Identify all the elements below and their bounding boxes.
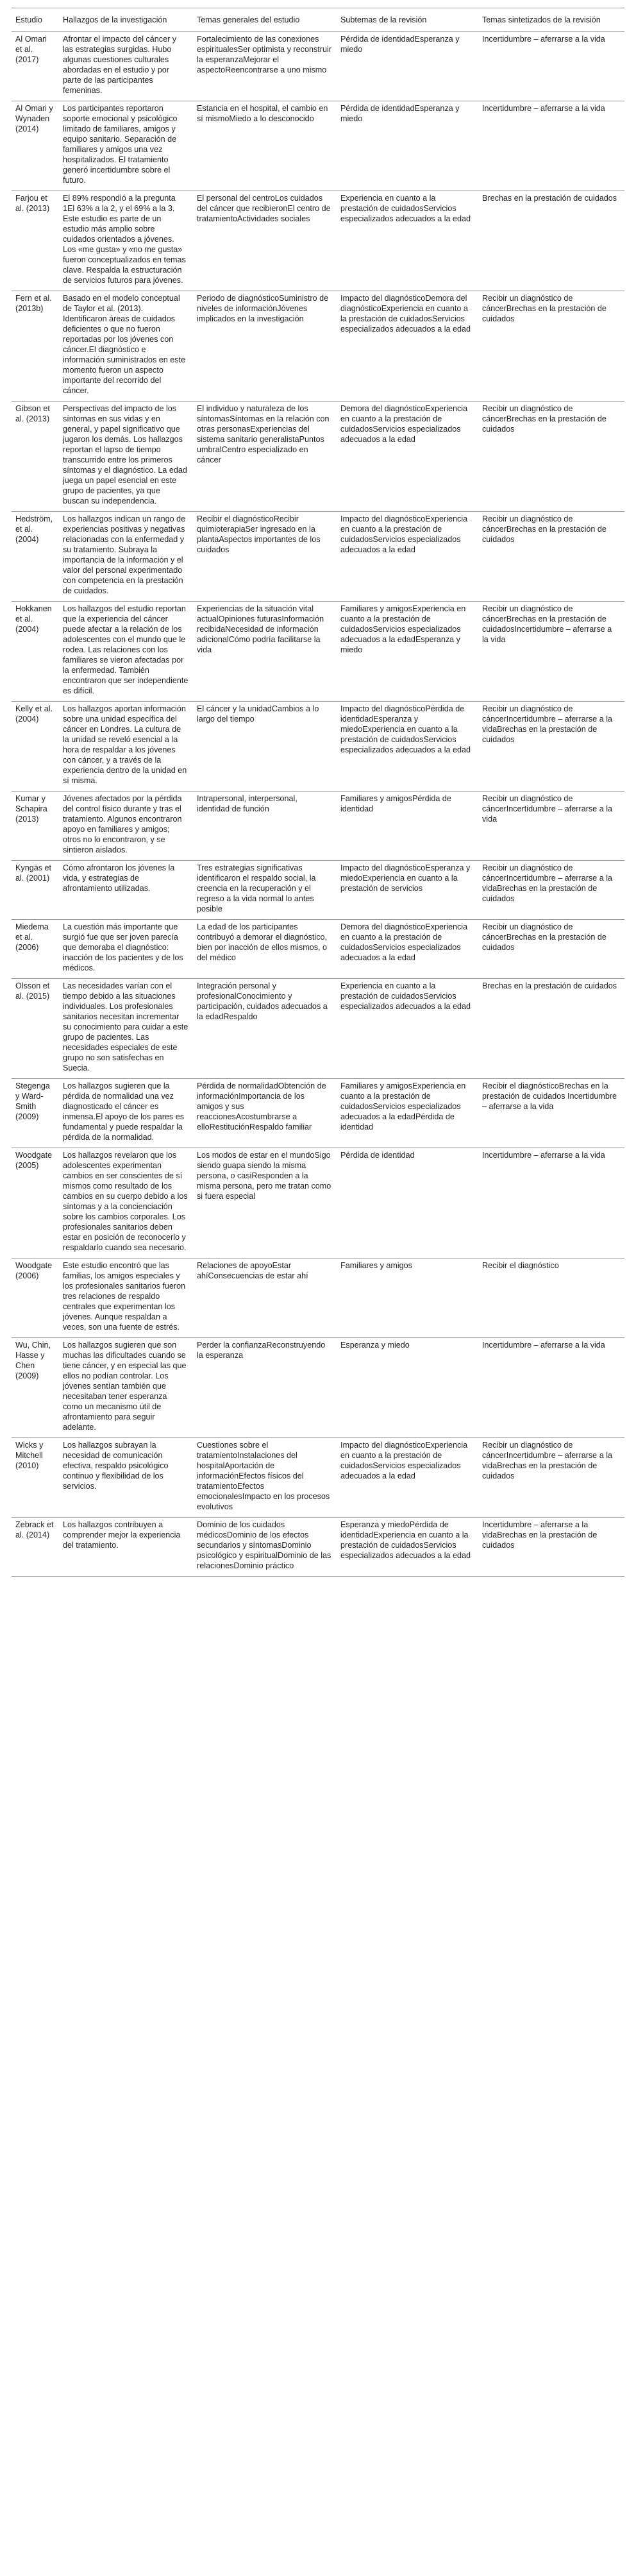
- cell-subthemes: Esperanza y miedo: [337, 1338, 478, 1438]
- table-row: [12, 1438, 624, 1518]
- cell-themes: Estancia en el hospital, el cambio en sí mismoMiedo a lo desconocido: [193, 101, 337, 191]
- cell-themes: Perder la confianzaReconstruyendo la esperanza: [193, 1338, 337, 1438]
- table-row: [12, 1258, 624, 1338]
- cell-themes: Pérdida de normalidadObtención de informaciónImportancia de los amigos y sus reaccionesAcostumbrarse a elloRestituciónRespaldo familiar: [193, 1079, 337, 1148]
- table-row: [12, 702, 624, 792]
- header-themes: Temas generales del estudio: [193, 8, 337, 32]
- cell-synthesized: Recibir un diagnóstico de cáncerBrechas en la prestación de cuidados: [478, 920, 624, 979]
- table-row: [12, 1079, 624, 1148]
- cell-subthemes: Impacto del diagnósticoDemora del diagnósticoExperiencia en cuanto a la prestación de cuidadosServicios especializados adecuados a la edad: [337, 291, 478, 402]
- cell-subthemes: Impacto del diagnósticoPérdida de identidadEsperanza y miedoExperiencia en cuanto a la prestación de cuidadosServicios especializados adecuados a la edad: [337, 702, 478, 792]
- cell-study: Miedema et al. (2006): [12, 920, 59, 979]
- cell-findings: Afrontar el impacto del cáncer y las estrategias surgidas. Hubo algunas cuestiones culturales abordadas en el estudio y por parte de las participantes femeninas.: [59, 32, 193, 101]
- cell-study: Woodgate (2005): [12, 1148, 59, 1258]
- cell-subthemes: Familiares y amigosExperiencia en cuanto a la prestación de cuidadosServicios especializados adecuados a la edadPérdida de identidad: [337, 1079, 478, 1148]
- table-row: [12, 792, 624, 861]
- cell-study: Al Omari y Wynaden (2014): [12, 101, 59, 191]
- cell-findings: Basado en el modelo conceptual de Taylor et al. (2013). Identificaron áreas de cuidados deficientes o que no fueron reportadas por los jóvenes con cáncer.El diagnóstico e información suministrados en este momento fueron un aspecto importante del recorrido del cáncer.: [59, 291, 193, 402]
- cell-findings: Las necesidades varían con el tiempo debido a las situaciones individuales. Los profesionales sanitarios necesitan incrementar su conocimiento para cuidar a este grupo de pacientes. Las necesidades especiales de este grupo no son satisfechas en Suecia.: [59, 979, 193, 1079]
- cell-study: Olsson et al. (2015): [12, 979, 59, 1079]
- table-row: [12, 512, 624, 602]
- cell-themes: El personal del centroLos cuidados del cáncer que recibieronEl centro de tratamientoActividades sociales: [193, 191, 337, 291]
- cell-findings: Los hallazgos indican un rango de experiencias positivas y negativas relacionadas con la enfermedad y su tratamiento. Subraya la importancia de la información y el valor del personal experimentado con competencia en la prestación de cuidados.: [59, 512, 193, 602]
- cell-subthemes: Familiares y amigosExperiencia en cuanto a la prestación de cuidadosServicios especializados adecuados a la edadEsperanza y miedo: [337, 602, 478, 702]
- cell-themes: Cuestiones sobre el tratamientoInstalaciones del hospitalAportación de informaciónEfectos físicos del tratamientoEfectos emocionalesImpacto en los procesos evolutivos: [193, 1438, 337, 1518]
- cell-synthesized: Brechas en la prestación de cuidados: [478, 191, 624, 291]
- table-row: [12, 861, 624, 920]
- cell-synthesized: Incertidumbre – aferrarse a la vidaBrechas en la prestación de cuidados: [478, 1518, 624, 1577]
- cell-themes: Recibir el diagnósticoRecibir quimioterapiaSer ingresado en la plantaAspectos importantes de los cuidados: [193, 512, 337, 602]
- cell-themes: Tres estrategias significativas identificaron el respaldo social, la creencia en la recuperación y el regreso a la vida normal lo antes posible: [193, 861, 337, 920]
- cell-synthesized: Incertidumbre – aferrarse a la vida: [478, 1338, 624, 1438]
- cell-study: Kumar y Schapira (2013): [12, 792, 59, 861]
- cell-study: Hokkanen et al. (2004): [12, 602, 59, 702]
- table-row: [12, 1148, 624, 1258]
- table-row: [12, 291, 624, 402]
- cell-findings: Cómo afrontaron los jóvenes la vida, y estrategias de afrontamiento utilizadas.: [59, 861, 193, 920]
- cell-study: Wu, Chin, Hasse y Chen (2009): [12, 1338, 59, 1438]
- review-table: [12, 8, 624, 1577]
- table-row: [12, 920, 624, 979]
- table-row: [12, 32, 624, 101]
- cell-subthemes: Experiencia en cuanto a la prestación de cuidadosServicios especializados adecuados a la edad: [337, 979, 478, 1079]
- cell-synthesized: Recibir un diagnóstico de cáncerIncertidumbre – aferrarse a la vidaBrechas en la prestación de cuidados: [478, 1438, 624, 1518]
- cell-subthemes: Pérdida de identidadEsperanza y miedo: [337, 101, 478, 191]
- cell-themes: Experiencias de la situación vital actualOpiniones futurasInformación recibidaNecesidad de información adicionalCómo podría facilitarse la vida: [193, 602, 337, 702]
- table-row: [12, 101, 624, 191]
- cell-themes: Fortalecimiento de las conexiones espiritualesSer optimista y reconstruir la esperanzaMejorar el aspectoReencontrarse a uno mismo: [193, 32, 337, 101]
- cell-themes: El individuo y naturaleza de los síntomasSíntomas en la relación con otras personasExperiencias del sistema sanitario generalistaPuntos umbralCentro especializado en cáncer: [193, 402, 337, 512]
- cell-themes: La edad de los participantes contribuyó a demorar el diagnóstico, bien por inacción de ellos mismos, o del médico: [193, 920, 337, 979]
- cell-subthemes: Familiares y amigos: [337, 1258, 478, 1338]
- header-synthesized: Temas sintetizados de la revisión: [478, 8, 624, 32]
- cell-findings: Jóvenes afectados por la pérdida del control físico durante y tras el tratamiento. Algunos encontraron apoyo en familiares y amigos; otros no lo encontraron, y se sintieron aislados.: [59, 792, 193, 861]
- cell-synthesized: Recibir un diagnóstico de cáncerBrechas en la prestación de cuidados: [478, 512, 624, 602]
- cell-synthesized: Recibir un diagnóstico de cáncerIncertidumbre – aferrarse a la vida: [478, 792, 624, 861]
- cell-synthesized: Recibir el diagnósticoBrechas en la prestación de cuidados Incertidumbre – aferrarse a la vida: [478, 1079, 624, 1148]
- cell-synthesized: Incertidumbre – aferrarse a la vida: [478, 1148, 624, 1258]
- cell-subthemes: Impacto del diagnósticoExperiencia en cuanto a la prestación de cuidadosServicios especializados adecuados a la edad: [337, 512, 478, 602]
- header-findings: Hallazgos de la investigación: [59, 8, 193, 32]
- cell-study: Kyngäs et al. (2001): [12, 861, 59, 920]
- cell-subthemes: Pérdida de identidad: [337, 1148, 478, 1258]
- table-row: [12, 1338, 624, 1438]
- table-row: [12, 402, 624, 512]
- cell-synthesized: Recibir un diagnóstico de cáncerIncertidumbre – aferrarse a la vidaBrechas en la prestación de cuidados: [478, 702, 624, 792]
- cell-findings: Los hallazgos sugieren que son muchas las dificultades cuando se tiene cáncer, y en especial las que ellos no podían controlar. Los jóvenes sentían también que necesitaban tener esperanza como un mecanismo útil de afrontamiento para seguir adelante.: [59, 1338, 193, 1438]
- cell-themes: Integración personal y profesionalConocimiento y participación, cuidados adecuados a la edadRespaldo: [193, 979, 337, 1079]
- table-row: [12, 979, 624, 1079]
- cell-findings: Los hallazgos sugieren que la pérdida de normalidad una vez diagnosticado el cáncer es inmensa.El apoyo de los pares es fundamental y puede respaldar la pérdida de la normalidad.: [59, 1079, 193, 1148]
- header-subthemes: Subtemas de la revisión: [337, 8, 478, 32]
- cell-themes: El cáncer y la unidadCambios a lo largo del tiempo: [193, 702, 337, 792]
- cell-themes: Periodo de diagnósticoSuministro de niveles de informaciónJóvenes implicados en la investigación: [193, 291, 337, 402]
- cell-findings: Los hallazgos subrayan la necesidad de comunicación efectiva, respaldo psicológico continuo y flexibilidad de los servicios.: [59, 1438, 193, 1518]
- header-row: [12, 8, 624, 32]
- cell-study: Gibson et al. (2013): [12, 402, 59, 512]
- cell-findings: Los hallazgos del estudio reportan que la experiencia del cáncer puede afectar a la relación de los adolescentes con el mundo que le rodea. Las relaciones con los familiares se vieron afectadas por la enfermedad. También encontraron que ser independiente es difícil.: [59, 602, 193, 702]
- cell-study: Stegenga y Ward-Smith (2009): [12, 1079, 59, 1148]
- cell-subthemes: Experiencia en cuanto a la prestación de cuidadosServicios especializados adecuados a la edad: [337, 191, 478, 291]
- cell-subthemes: Demora del diagnósticoExperiencia en cuanto a la prestación de cuidadosServicios especializados adecuados a la edad: [337, 402, 478, 512]
- cell-study: Farjou et al. (2013): [12, 191, 59, 291]
- cell-findings: El 89% respondió a la pregunta 1El 63% a la 2, y el 69% a la 3. Este estudio es parte de un estudio más amplio sobre cuidados orientados a jóvenes. Los «me gusta» y «no me gusta» fueron conceptualizados en temas clave. Respalda la estructuración de servicios futuros para jóvenes.: [59, 191, 193, 291]
- table-row: [12, 602, 624, 702]
- cell-synthesized: Incertidumbre – aferrarse a la vida: [478, 101, 624, 191]
- cell-study: Hedström, et al. (2004): [12, 512, 59, 602]
- cell-synthesized: Recibir el diagnóstico: [478, 1258, 624, 1338]
- cell-themes: Relaciones de apoyoEstar ahíConsecuencias de estar ahí: [193, 1258, 337, 1338]
- cell-study: Fern et al. (2013b): [12, 291, 59, 402]
- table-row: [12, 1518, 624, 1577]
- cell-synthesized: Incertidumbre – aferrarse a la vida: [478, 32, 624, 101]
- cell-study: Wicks y Mitchell (2010): [12, 1438, 59, 1518]
- cell-findings: La cuestión más importante que surgió fue que ser joven parecía que demoraba el diagnóstico: inacción de los pacientes y de los médicos.: [59, 920, 193, 979]
- cell-subthemes: Demora del diagnósticoExperiencia en cuanto a la prestación de cuidadosServicios especializados adecuados a la edad: [337, 920, 478, 979]
- cell-subthemes: Esperanza y miedoPérdida de identidadExperiencia en cuanto a la prestación de cuidadosServicios especializados adecuados a la edad: [337, 1518, 478, 1577]
- cell-synthesized: Recibir un diagnóstico de cáncerBrechas en la prestación de cuidados: [478, 291, 624, 402]
- cell-themes: Los modos de estar en el mundoSigo siendo guapa siendo la misma persona, o casiResponden a la misma persona, pero me tratan como si fuera especial: [193, 1148, 337, 1258]
- cell-synthesized: Recibir un diagnóstico de cáncerBrechas en la prestación de cuidadosIncertidumbre – aferrarse a la vida: [478, 602, 624, 702]
- header-study: Estudio: [12, 8, 59, 32]
- cell-findings: Perspectivas del impacto de los síntomas en sus vidas y en general, y papel significativo que jugaron los demás. Los hallazgos reportan el lapso de tiempo transcurrido entre los primeros síntomas y el diagnóstico. La edad juega un papel esencial en este grupo de pacientes, ya que buscan su independencia.: [59, 402, 193, 512]
- cell-findings: Los hallazgos contribuyen a comprender mejor la experiencia del tratamiento.: [59, 1518, 193, 1577]
- cell-subthemes: Impacto del diagnósticoEsperanza y miedoExperiencia en cuanto a la prestación de servicios: [337, 861, 478, 920]
- cell-study: Woodgate (2006): [12, 1258, 59, 1338]
- cell-findings: Este estudio encontró que las familias, los amigos especiales y los profesionales sanitarios fueron tres relaciones de respaldo centrales que experimentan los jóvenes. Aunque respaldan a veces, son una fuente de estrés.: [59, 1258, 193, 1338]
- cell-subthemes: Pérdida de identidadEsperanza y miedo: [337, 32, 478, 101]
- cell-findings: Los hallazgos revelaron que los adolescentes experimentan cambios en ser conscientes de sí mismos como resultado de los cambios en su cuerpo debido a los síntomas y a la concienciación sobre los cambios corporales. Los profesionales sanitarios deben estar en posición de reconocerlo y respaldarlo cuando sea necesario.: [59, 1148, 193, 1258]
- cell-subthemes: Impacto del diagnósticoExperiencia en cuanto a la prestación de cuidadosServicios especializados adecuados a la edad: [337, 1438, 478, 1518]
- cell-study: Al Omari et al. (2017): [12, 32, 59, 101]
- cell-subthemes: Familiares y amigosPérdida de identidad: [337, 792, 478, 861]
- table-row: [12, 191, 624, 291]
- cell-findings: Los hallazgos aportan información sobre una unidad específica del cáncer en Londres. La cultura de la unidad se reveló esencial a la hora de respaldar a los jóvenes con cáncer, y a través de la experiencia dentro de la unidad en sí misma.: [59, 702, 193, 792]
- cell-synthesized: Recibir un diagnóstico de cáncerBrechas en la prestación de cuidados: [478, 402, 624, 512]
- cell-study: Kelly et al. (2004): [12, 702, 59, 792]
- cell-themes: Dominio de los cuidados médicosDominio de los efectos secundarios y síntomasDominio psicológico y espiritualDominio de las relacionesDominio práctico: [193, 1518, 337, 1577]
- cell-themes: Intrapersonal, interpersonal, identidad de función: [193, 792, 337, 861]
- cell-findings: Los participantes reportaron soporte emocional y psicológico limitado de familiares, amigos y equipo sanitario. Separación de familiares y amigos una vez hospitalizados. El tratamiento generó incertidumbre sobre el futuro.: [59, 101, 193, 191]
- cell-study: Zebrack et al. (2014): [12, 1518, 59, 1577]
- cell-synthesized: Brechas en la prestación de cuidados: [478, 979, 624, 1079]
- cell-synthesized: Recibir un diagnóstico de cáncerIncertidumbre – aferrarse a la vidaBrechas en la prestación de cuidados: [478, 861, 624, 920]
